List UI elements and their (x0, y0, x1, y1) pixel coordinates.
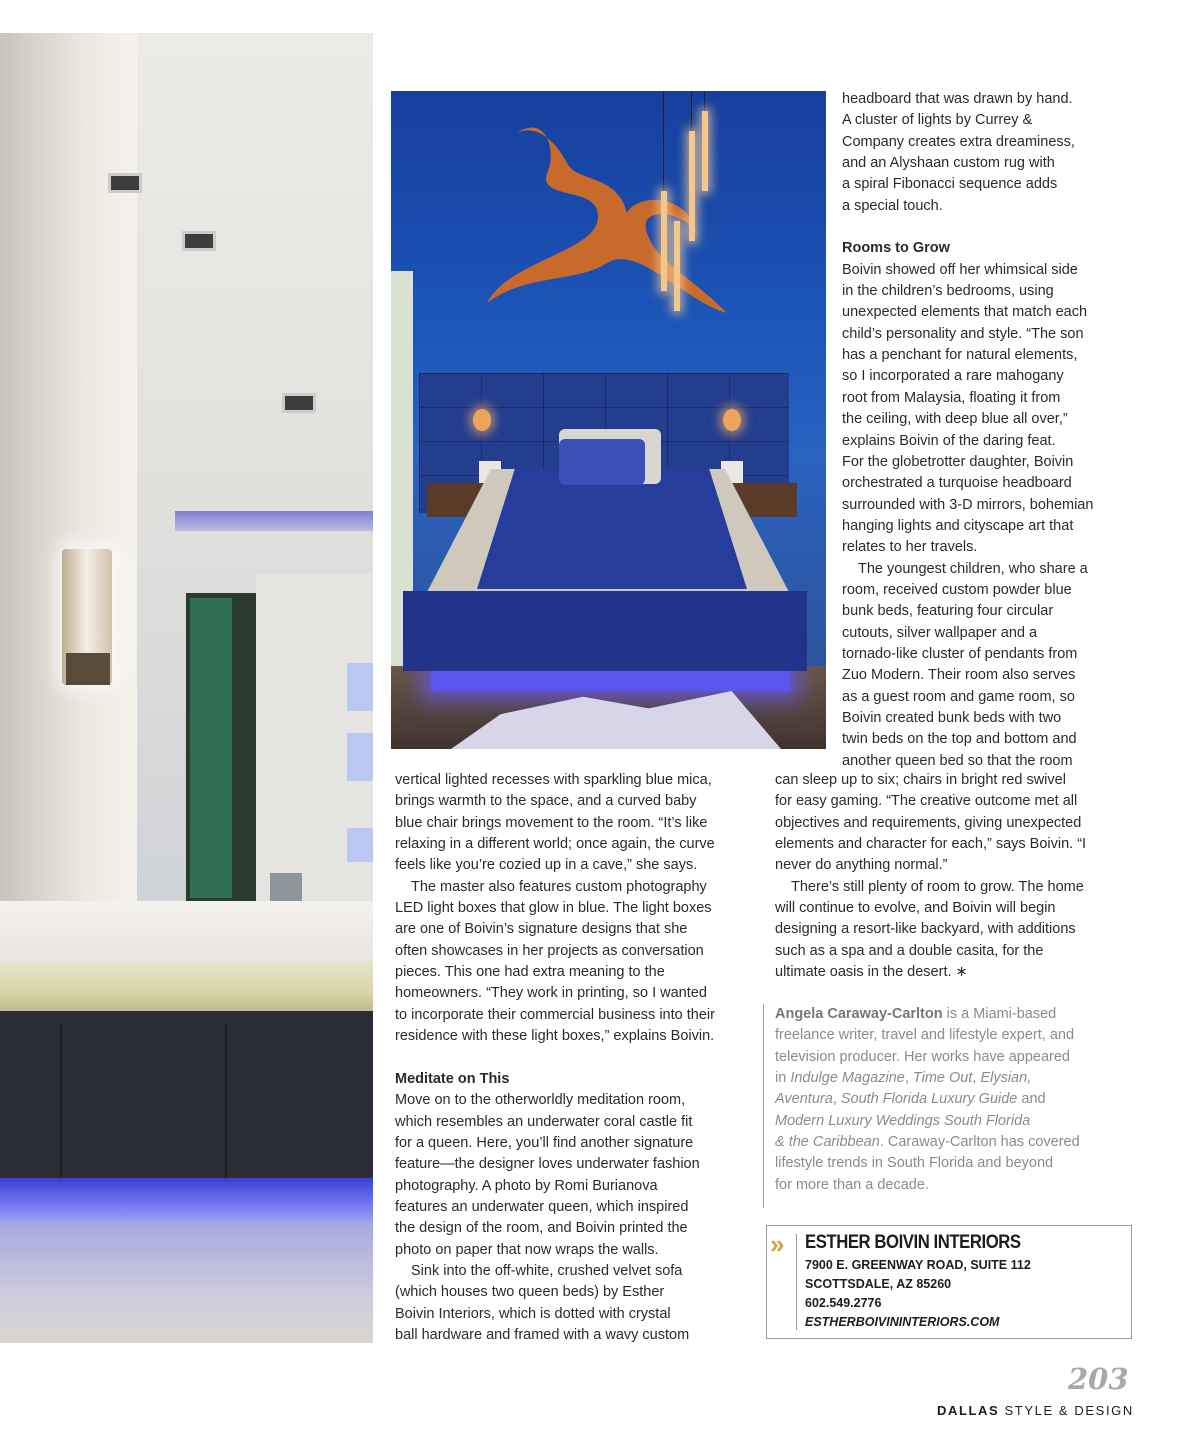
text-line: often showcases in her projects as conversation (395, 942, 704, 959)
text-line: pieces. This one had extra meaning to the (395, 964, 665, 981)
bedroom-photo (391, 91, 826, 749)
text-line: residence with these light boxes,” explains Boivin. (395, 1028, 715, 1045)
text-line: feels like you’re cozied up in a cave,” she says. (395, 857, 698, 874)
text-line: explains Boivin of the daring feat. (842, 432, 1056, 449)
text-line: brings warmth to the space, and a curved baby (395, 793, 697, 810)
paragraph (395, 1090, 757, 1261)
text-line: Boivin Interiors, which is dotted with crystal (395, 1305, 671, 1322)
publication: South Florida Luxury Guide (840, 1091, 1018, 1108)
text-line: room, received custom powder blue (842, 581, 1072, 598)
text-line: The master also features custom photography (411, 878, 707, 895)
text-line: for easy gaming. “The creative outcome met all (775, 793, 1078, 810)
blue-recess (347, 828, 373, 862)
publication: Modern Luxury Weddings South Florida (775, 1112, 1031, 1129)
text-line: relates to her travels. (842, 539, 978, 556)
text-line: has a penchant for natural elements, (842, 347, 1078, 364)
bio-text: and (1017, 1091, 1046, 1108)
ceiling-downlight (108, 173, 142, 193)
text-line: and an Alyshaan custom rug with (842, 155, 1055, 172)
address-line: 7900 E. GREENWAY ROAD, SUITE 112 (805, 1258, 1031, 1272)
text-line: ultimate oasis in the desert. ∗ (775, 964, 968, 981)
publication: & the Caribbean (775, 1134, 880, 1151)
paragraph (395, 877, 757, 1048)
paragraph (775, 770, 1140, 877)
text-line: elements and character for each,” says Boivin. “I (775, 836, 1087, 853)
paragraph (395, 1261, 757, 1346)
text-line: relaxing in a different world; once again, the curve (395, 836, 715, 853)
bedside-lamp (473, 409, 491, 431)
ceiling-downlight (282, 393, 316, 413)
bio-text: freelance writer, travel and lifestyle expert, and (775, 1027, 1075, 1044)
magazine-name-rest: STYLE & DESIGN (999, 1403, 1134, 1418)
vanity-cabinet (0, 1011, 373, 1191)
author-name: Angela Caraway-Carlton (775, 1006, 943, 1022)
middle-column (395, 770, 757, 1346)
text-line: hanging lights and cityscape art that (842, 517, 1074, 534)
text-line: unexpected elements that match each (842, 304, 1088, 321)
text-line: such as a spa and a double casita, for the (775, 942, 1044, 959)
paragraph (842, 559, 1142, 772)
text-line: Move on to the otherworldly meditation room, (395, 1092, 686, 1109)
text-line: a spiral Fibonacci sequence adds (842, 176, 1058, 193)
text-line: the ceiling, with deep blue all over,” (842, 411, 1068, 428)
paragraph (395, 770, 757, 877)
text-line: are one of Boivin’s signature designs that she (395, 921, 688, 938)
text-line: For the globetrotter daughter, Boivin (842, 453, 1074, 470)
text-line: features an underwater queen, which inspired (395, 1198, 689, 1215)
text-line: Boivin showed off her whimsical side (842, 261, 1078, 278)
right-column-top (842, 89, 1142, 772)
blue-recess (347, 663, 373, 711)
text-line: orchestrated a turquoise headboard (842, 475, 1072, 492)
text-line: photography. A photo by Romi Burianova (395, 1177, 658, 1194)
text-line: twin beds on the top and bottom and (842, 731, 1077, 748)
blue-led-strip (0, 1178, 373, 1223)
firm-name: ESTHER BOIVIN INTERIORS (805, 1232, 1021, 1253)
text-line: tornado-like cluster of pendants from (842, 645, 1078, 662)
contact-box (766, 1225, 1132, 1339)
text-line: Boivin created bunk beds with two (842, 709, 1062, 726)
text-line: headboard that was drawn by hand. (842, 91, 1073, 107)
text-line: the design of the room, and Boivin printed the (395, 1220, 688, 1237)
mahogany-root-sculpture (487, 113, 747, 323)
text-line: homeowners. “They work in printing, so I wanted (395, 985, 707, 1002)
text-line: never do anything normal.” (775, 857, 948, 874)
text-line: cutouts, silver wallpaper and a (842, 624, 1038, 641)
bed-underglow (431, 671, 791, 691)
text-line: Company creates extra dreaminess, (842, 133, 1075, 150)
bedside-lamp (723, 409, 741, 431)
magazine-name-bold: DALLAS (937, 1403, 1000, 1418)
text-line: LED light boxes that glow in blue. The light boxes (395, 900, 712, 917)
text-line: another queen bed so that the room (842, 752, 1073, 769)
page-number: 203 (1068, 1362, 1129, 1396)
text-line: child’s personality and style. “The son (842, 325, 1084, 342)
text-line: to incorporate their commercial business into their (395, 1006, 715, 1023)
pendant-light (661, 191, 667, 291)
bathroom-floor (0, 1223, 373, 1343)
blue-recess (347, 733, 373, 781)
publication: Indulge Magazine (790, 1070, 905, 1087)
right-column-bottom (775, 770, 1140, 983)
text-line: for a queen. Here, you’ll find another signature (395, 1134, 694, 1151)
website-link[interactable]: ESTHERBOIVININTERIORS.COM (805, 1315, 1000, 1329)
text-line: ball hardware and framed with a wavy custom (395, 1326, 690, 1343)
text-line: will continue to evolve, and Boivin will begin (775, 900, 1056, 917)
text-line: photo on paper that now wraps the walls. (395, 1241, 659, 1258)
text-line: root from Malaysia, floating it from (842, 389, 1061, 406)
phone-number: 602.549.2776 (805, 1296, 882, 1310)
text-line: feature—the designer loves underwater fashion (395, 1156, 700, 1173)
ceiling-downlight (182, 231, 216, 251)
text-line: There’s still plenty of room to grow. The home (791, 878, 1084, 895)
paragraph (842, 260, 1142, 559)
pendant-light (702, 111, 708, 191)
text-line: objectives and requirements, giving unexpected (775, 814, 1082, 831)
bathroom-photo (0, 33, 373, 1343)
text-line: bunk beds, featuring four circular (842, 603, 1054, 620)
bio-text: . Caraway-Carlton has covered (879, 1134, 1080, 1151)
magazine-footer (937, 1403, 1134, 1418)
shower-door (190, 598, 232, 898)
publication: Time Out (912, 1070, 973, 1087)
address-line: SCOTTSDALE, AZ 85260 (805, 1277, 952, 1291)
bio-rule (763, 1004, 764, 1208)
pillow (559, 439, 645, 485)
text-line: so I incorporated a rare mahogany (842, 368, 1064, 385)
pendant-cord (663, 91, 664, 201)
text-line: a special touch. (842, 197, 943, 214)
cabinet-seam (225, 1023, 227, 1188)
pendant-light (689, 131, 695, 241)
text-line: Sink into the off-white, crushed velvet sofa (411, 1262, 683, 1279)
bio-text: television producer. Her works have appeared (775, 1048, 1070, 1065)
bed-duvet (477, 469, 747, 589)
publication: Elysian, (980, 1070, 1032, 1087)
contact-divider (796, 1234, 797, 1330)
text-line: in the children’s bedrooms, using (842, 283, 1054, 300)
bio-text: in (775, 1070, 791, 1087)
pendant-light (674, 221, 680, 311)
separator: , (904, 1070, 913, 1087)
bathroom-wall (0, 33, 140, 903)
chevron-right-icon: » (770, 1229, 785, 1259)
text-line: Zuo Modern. Their room also serves (842, 667, 1076, 684)
author-bio (775, 1004, 1140, 1196)
section-heading: Meditate on This (395, 1070, 510, 1087)
text-line: vertical lighted recesses with sparkling blue mica, (395, 772, 712, 788)
text-line: designing a resort-like backyard, with additions (775, 921, 1076, 938)
text-line: which resembles an underwater coral castle fit (395, 1113, 693, 1130)
text-line: (which houses two queen beds) by Esther (395, 1284, 665, 1301)
paragraph (842, 89, 1142, 217)
cabinet-seam (60, 1023, 62, 1188)
text-line: surrounded with 3-D mirrors, bohemian (842, 496, 1094, 513)
text-line: The youngest children, who share a (858, 560, 1088, 577)
separator: , (972, 1070, 981, 1087)
bio-text: is a Miami-based (942, 1006, 1057, 1022)
text-line: can sleep up to six; chairs in bright red swivel (775, 772, 1066, 788)
bio-text: lifestyle trends in South Florida and beyond (775, 1155, 1054, 1172)
text-line: A cluster of lights by Currey & (842, 112, 1033, 129)
text-line: blue chair brings movement to the room. “It’s like (395, 814, 708, 831)
bio-text: for more than a decade. (775, 1176, 929, 1193)
section-heading: Rooms to Grow (842, 240, 950, 257)
counter-glow (0, 963, 373, 1013)
separator: , (832, 1091, 841, 1108)
publication: Aventura (775, 1091, 833, 1108)
floating-bed-base (403, 591, 807, 671)
mirror-blue-glow (175, 511, 373, 531)
sconce-base (66, 653, 110, 685)
text-line: as a guest room and game room, so (842, 688, 1075, 705)
paragraph (775, 877, 1140, 984)
